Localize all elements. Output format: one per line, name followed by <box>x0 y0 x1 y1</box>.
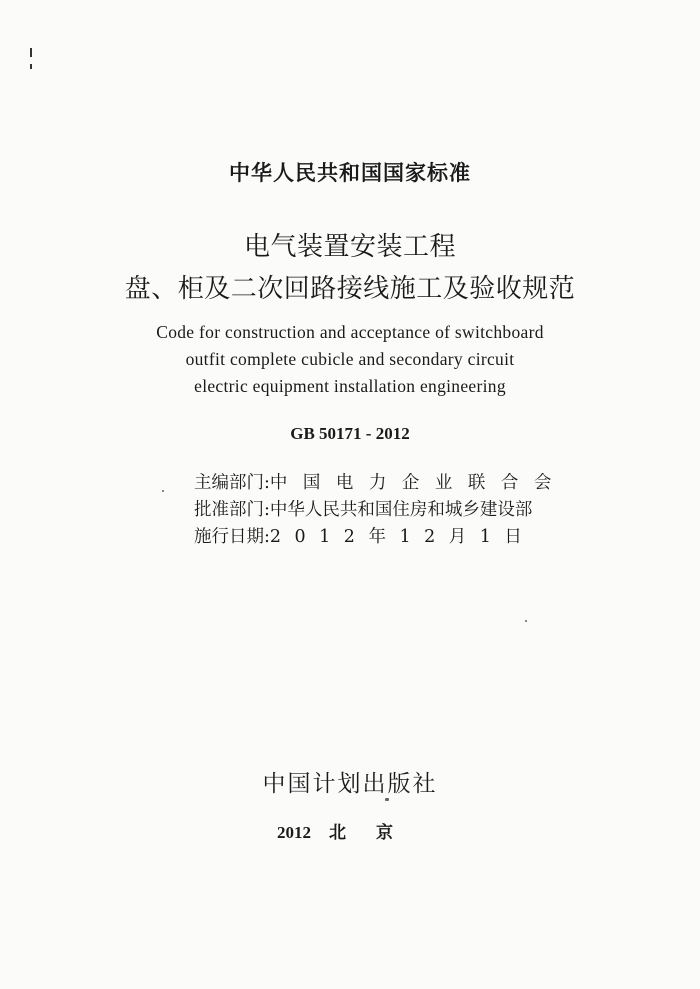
editor-label: 主编部门: <box>194 473 270 493</box>
scan-mark <box>30 64 32 69</box>
approver-label: 批准部门: <box>194 500 270 520</box>
publication-city: 北京 <box>329 823 423 843</box>
effective-value: 2012年12月1日 <box>269 527 536 547</box>
publication-year: 2012 <box>277 823 311 842</box>
effective-label: 施行日期: <box>194 527 270 547</box>
scan-mark <box>30 48 32 57</box>
editor-value: 中国电力企业联合会 <box>269 473 567 493</box>
publication-place <box>0 818 700 843</box>
scan-speck <box>162 490 164 492</box>
title-en-line3: electric equipment installation engineering <box>194 376 506 396</box>
title-en-line1: Code for construction and acceptance of switchboard <box>156 322 544 342</box>
standard-type-heading: 中华人民共和国国家标准 <box>229 161 471 185</box>
scan-speck <box>525 620 527 622</box>
effective-date-row <box>194 523 535 548</box>
publisher-name: 中国计划出版社 <box>262 771 438 797</box>
editor-row <box>194 469 567 494</box>
scan-speck <box>385 798 389 801</box>
title-cn-line1: 电气装置安装工程 <box>243 232 456 262</box>
title-en-line2: outfit complete cubicle and secondary circuit <box>185 349 515 369</box>
standard-code: GB 50171 - 2012 <box>290 424 410 443</box>
approver-value: 中华人民共和国住房和城乡建设部 <box>269 500 533 520</box>
title-cn-line2: 盘、柜及二次回路接线施工及验收规范 <box>124 274 576 304</box>
approver-row <box>194 496 532 521</box>
